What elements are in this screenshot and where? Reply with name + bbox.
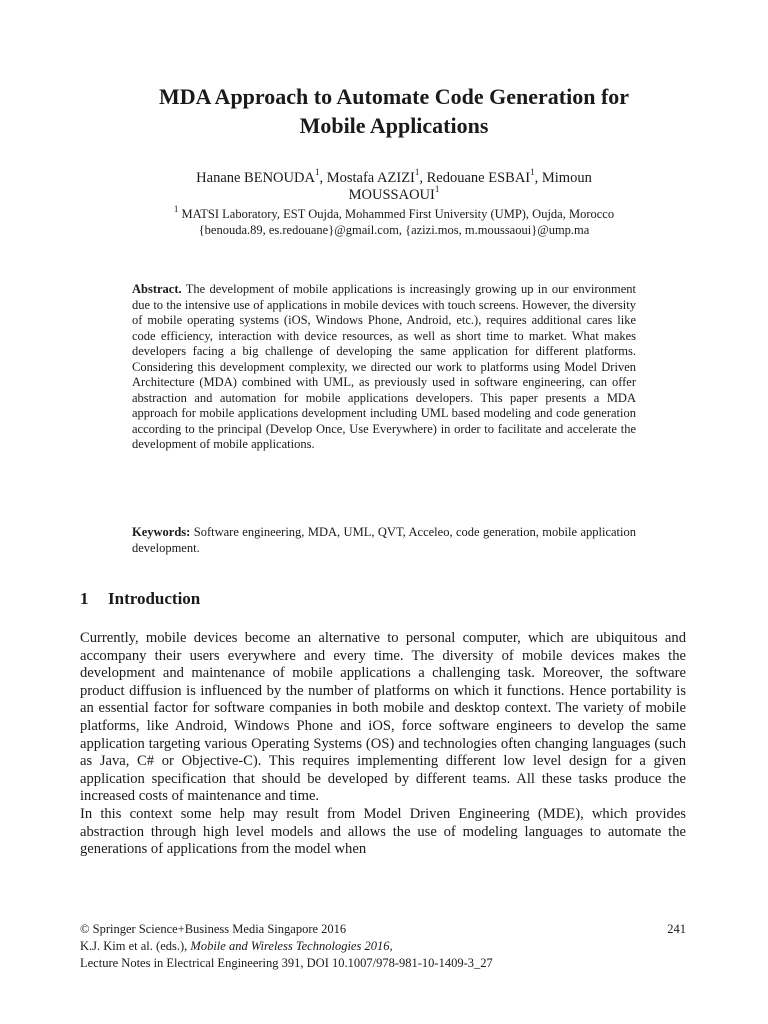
editors: K.J. Kim et al. (eds.), — [80, 939, 191, 953]
affiliation-text: MATSI Laboratory, EST Oujda, Mohammed First University (UMP), Oujda, Morocco — [181, 207, 615, 221]
author-affiliation-mark: 1 — [434, 184, 440, 195]
page-footer — [80, 921, 686, 972]
section-number: 1 — [80, 589, 89, 608]
title-line-2: Mobile Applications — [299, 113, 489, 138]
author-separator: , — [534, 170, 542, 186]
author-separator: , — [419, 170, 427, 186]
section-title: Introduction — [108, 589, 201, 608]
citation-line — [80, 938, 686, 955]
keywords — [132, 525, 636, 556]
keywords-text: Software engineering, MDA, UML, QVT, Acceleo, code generation, mobile application development. — [132, 525, 636, 555]
author-affiliation-mark: 1 — [314, 167, 320, 178]
affiliation-mark: 1 — [173, 203, 179, 214]
paper-title — [80, 82, 708, 140]
abstract-text: The development of mobile applications is increasingly growing up in our environment due to the intensive use of applications in mobile devices with touch screens. However, the diversity of mobile operating systems (iOS, Windows Phone, Android, etc.), requires additional cares like code efficiency, interaction with device resources, as well as short time to market. What makes developers facing a big challenge of developing the same application for different platforms. Considering this development complexity, we directed our work to platforms using Model Driven Architecture (MDA) combined with UML, as previously used in software engineering, can offer abstraction and automation for mobile applications developers. This paper presents a MDA approach for mobile applications development including UML based modeling and code generation according to the principal (Develop Once, Use Everywhere) in order to facilitate and accelerate the development of mobile applications. — [132, 282, 636, 451]
book-title: Mobile and Wireless Technologies 2016 — [190, 939, 390, 953]
abstract — [132, 282, 636, 453]
author-affiliation-mark: 1 — [530, 167, 535, 178]
author-name: MOUSSAOUI — [348, 187, 435, 203]
copyright-notice: © Springer Science+Business Media Singapore 2016 — [80, 922, 347, 936]
author-emails: {benouda.89, es.redouane}@gmail.com, {azizi.mos, m.moussaoui}@ump.ma — [198, 223, 590, 237]
author-name: Hanane BENOUDA — [196, 170, 315, 186]
author-name: Mostafa AZIZI — [326, 170, 415, 186]
author-affiliation-mark: 1 — [414, 167, 420, 178]
footer-row — [80, 921, 686, 938]
author-name: Redouane ESBAI — [426, 170, 531, 186]
section-heading — [80, 589, 200, 609]
affiliation-line — [100, 203, 688, 222]
section-body — [80, 630, 686, 859]
author-name: Mimoun — [541, 170, 592, 186]
abstract-label: Abstract. — [132, 282, 182, 296]
affiliation-block — [100, 203, 688, 238]
title-line-1: MDA Approach to Automate Code Generation for — [158, 84, 630, 109]
paragraph: Currently, mobile devices become an alternative to personal computer, which are ubiquitous and accompany their users everywhere and every time. The diversity of mobile devices makes the development and maintenance of mobile applications a challenging task. Moreover, the software product diffusion is influenced by the number of platforms on which it functions. Hence portability is an essential factor for software companies in both mobile and desktop context. The variety of mobile platforms, like Android, Windows Phone and iOS, force software engineers to develop the same application targeting various Operating Systems (OS) and technologies often changing languages (such as Java, C# or Objective-C). This requires implementing different low level design for a given application specification that should be developed by different teams. All these tasks produce the increased costs of maintenance and time. — [80, 630, 686, 805]
keywords-label: Keywords: — [132, 525, 191, 539]
paragraph: In this context some help may result from Model Driven Engineering (MDE), which provides abstraction through high level models and allows the use of modeling languages to automate the generations of applications from the model when — [80, 805, 686, 858]
page-number: 241 — [667, 922, 686, 936]
author-separator: , — [319, 170, 327, 186]
series-line: Lecture Notes in Electrical Engineering 391, DOI 10.1007/978-981-10-1409-3_27 — [80, 956, 493, 970]
author-list — [140, 167, 648, 204]
citation-punctuation: , — [389, 939, 393, 953]
